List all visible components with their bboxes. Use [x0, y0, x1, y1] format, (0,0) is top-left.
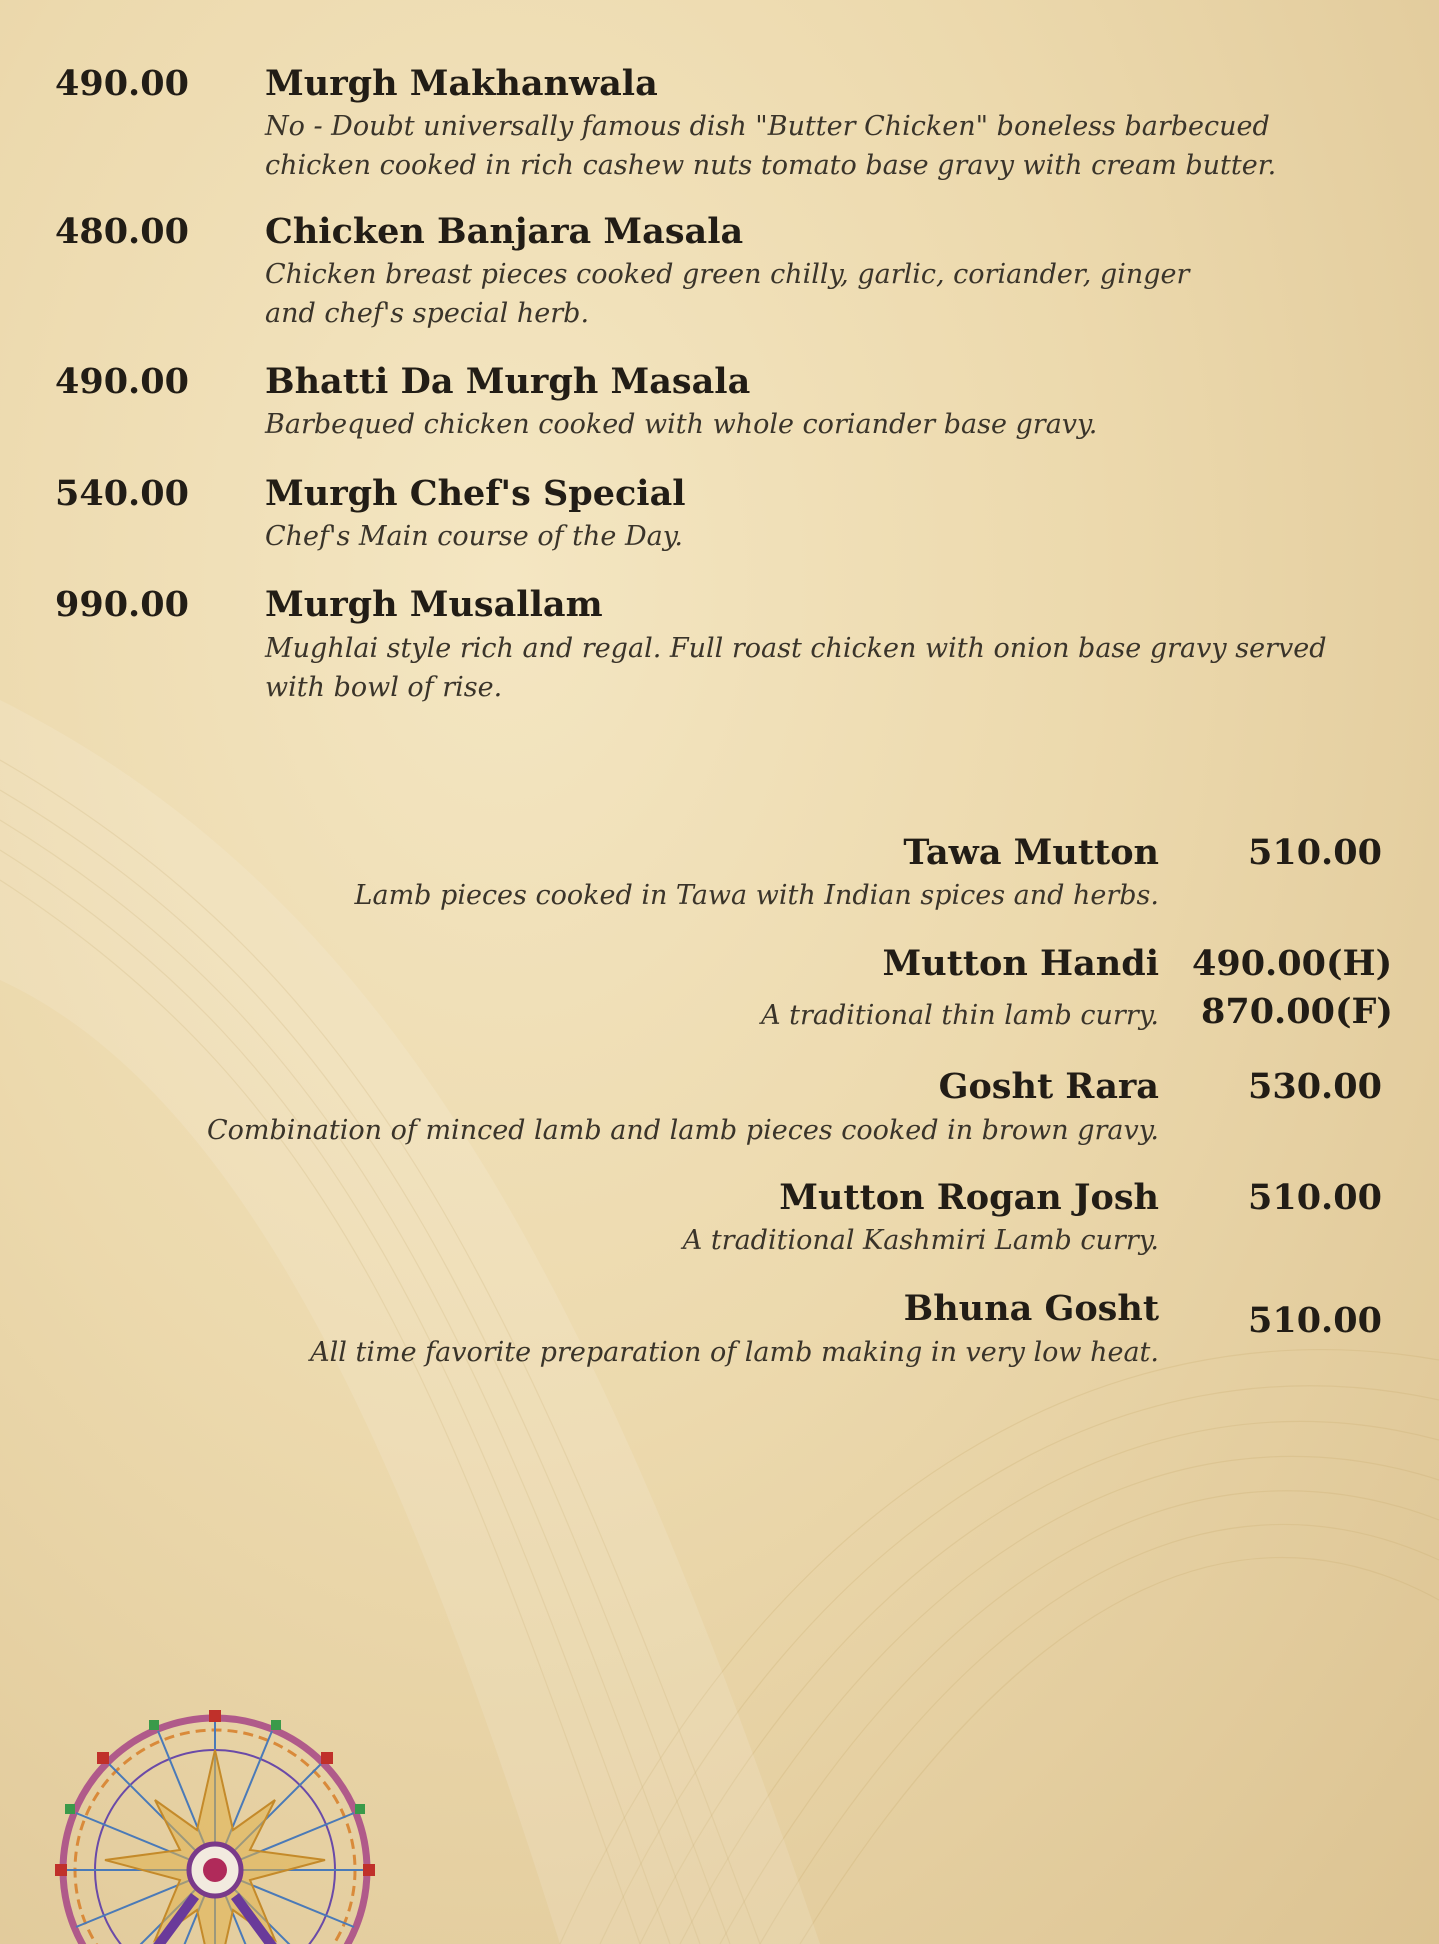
item-price: 540.00	[55, 473, 189, 514]
item-name: Murgh Makhanwala	[265, 63, 658, 104]
item-name: Gosht Rara	[938, 1066, 1159, 1107]
item-price: 480.00	[55, 211, 189, 252]
item-price: 490.00	[55, 361, 189, 402]
item-name: Murgh Chef's Special	[265, 473, 686, 514]
item-name: Mutton Rogan Josh	[779, 1177, 1159, 1218]
item-description: No - Doubt universally famous dish "Butter Chicken" boneless barbecued	[265, 111, 1270, 142]
item-description: Lamb pieces cooked in Tawa with Indian spices and herbs.	[354, 880, 1159, 911]
item-description: A traditional thin lamb curry.	[761, 1000, 1159, 1031]
item-description: Barbequed chicken cooked with whole coriander base gravy.	[265, 409, 1098, 440]
item-description: Chef's Main course of the Day.	[265, 521, 683, 552]
item-name: Mutton Handi	[882, 943, 1159, 984]
item-description: Combination of minced lamb and lamb pieces cooked in brown gravy.	[206, 1115, 1159, 1146]
item-price-full: 870.00(F)	[1201, 991, 1393, 1032]
item-name: Chicken Banjara Masala	[265, 211, 744, 252]
item-price: 490.00	[55, 63, 189, 104]
item-price: 510.00	[1248, 1300, 1382, 1341]
item-description: All time favorite preparation of lamb making in very low heat.	[310, 1337, 1159, 1368]
item-description: and chef's special herb.	[265, 298, 590, 329]
item-price: 510.00	[1248, 1177, 1382, 1218]
item-price: 510.00	[1248, 832, 1382, 873]
ferris-wheel-icon	[40, 1700, 380, 1944]
item-price: 990.00	[55, 584, 189, 625]
item-description: A traditional Kashmiri Lamb curry.	[682, 1225, 1159, 1256]
item-price: 530.00	[1248, 1066, 1382, 1107]
item-name: Tawa Mutton	[903, 832, 1159, 873]
item-name: Murgh Musallam	[265, 584, 603, 625]
item-name: Bhuna Gosht	[903, 1288, 1159, 1329]
item-price-half: 490.00(H)	[1192, 943, 1393, 984]
item-description: with bowl of rise.	[265, 672, 503, 703]
item-name: Bhatti Da Murgh Masala	[265, 361, 751, 402]
item-description: chicken cooked in rich cashew nuts tomato base gravy with cream butter.	[265, 150, 1277, 181]
item-description: Mughlai style rich and regal. Full roast chicken with onion base gravy served	[265, 633, 1327, 664]
item-description: Chicken breast pieces cooked green chilly, garlic, coriander, ginger	[265, 259, 1190, 290]
